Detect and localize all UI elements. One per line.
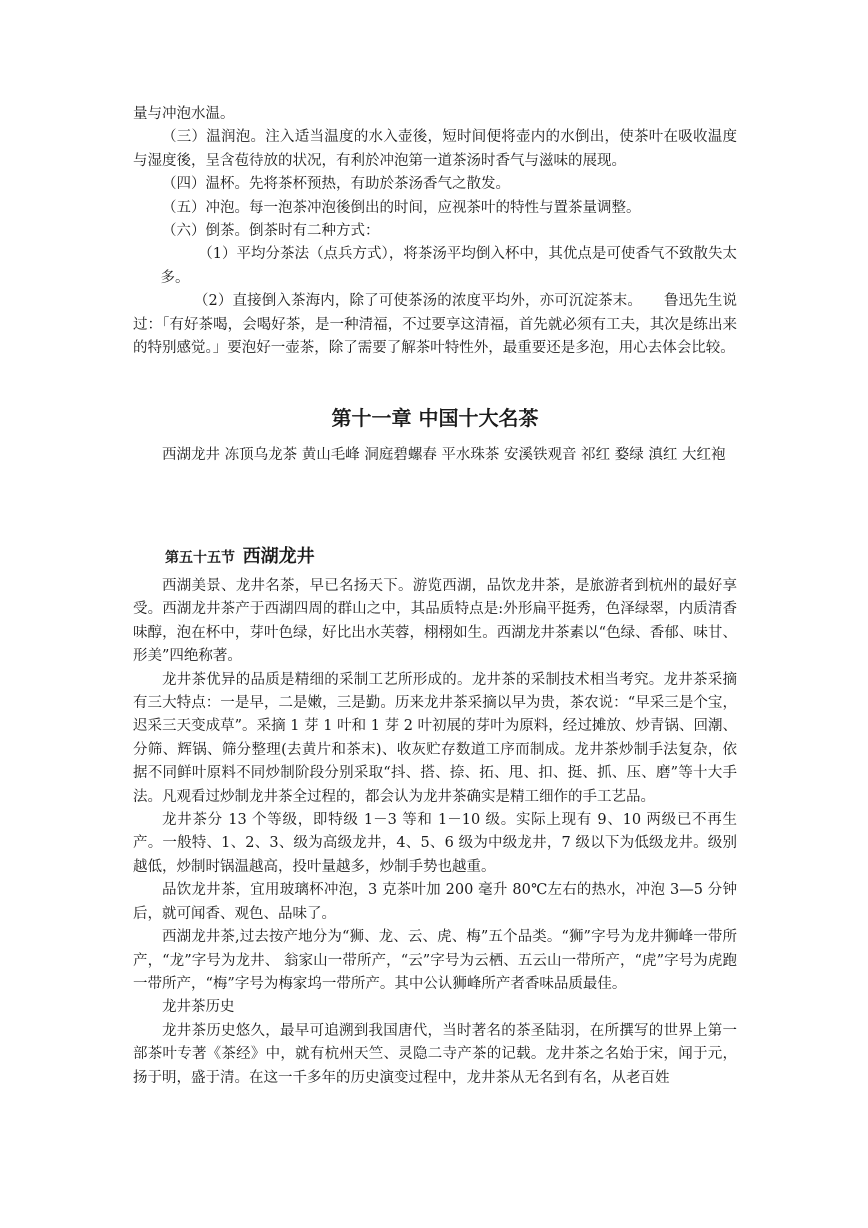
paragraph-step-3: （三）温润泡。注入适当温度的水入壶後，短时间便将壶内的水倒出，使茶叶在吸收温度与湿度後，呈含苞待放的状况，有利於冲泡第一道茶汤时香气与滋味的展现。 (133, 129, 737, 169)
section-number: 第五十五节 (165, 550, 235, 566)
paragraph-history: 龙井茶历史悠久，最早可追溯到我国唐代，当时著名的茶圣陆羽，在所撰写的世界上第一部茶叶专著《茶经》中，就有杭州天竺、灵隐二寺产茶的记载。龙井茶之名始于宋，闻于元，扬于明，盛于清。在这一千多年的历史演变过程中，龙井茶从无名到有名，从老百姓 (133, 1022, 737, 1086)
paragraph-grades: 龙井茶分 13 个等级，即特级 1－3 等和 1－10 级。实际上现有 9、10 两级已不再生产。一般特、1、2、3、级为高级龙井，4、5、6 级为中级龙井，7 级以下为低级龙井。级别越低，炒制时锅温越高，投叶量越多，炒制手势也越重。 (133, 812, 737, 875)
paragraph-pour-method-1: （1）平均分茶法（点兵方式），将茶汤平均倒入杯中，其优点是可使香气不致散失太多。 (160, 246, 737, 286)
section-body (133, 575, 737, 1090)
chapter-title: 第十一章 中国十大名茶 (331, 406, 539, 430)
famous-tea-list: 西湖龙井 冻顶乌龙茶 黄山毛峰 洞庭碧螺春 平水珠茶 安溪铁观音 祁红 婺绿 滇红 大红袍 (162, 447, 726, 463)
paragraph-step-6: （六）倒茶。倒茶时有二种方式： (162, 223, 380, 240)
paragraph-varieties: 西湖龙井茶,过去按产地分为“狮、龙、云、虎、梅”五个品类。“狮”字号为龙井狮峰一带所产，“龙”字号为龙井、 翁家山一带所产，“云”字号为云栖、五云山一带所产，“虎”字号为虎跑一带所产，“梅”字号为梅家坞一带所产。其中公认狮峰所产者香味品质最佳。 (133, 929, 737, 992)
paragraph-step-5: （五）冲泡。每一泡茶冲泡後倒出的时间，应视茶叶的特性与置茶量调整。 (162, 199, 641, 216)
paragraph-processing: 龙井茶优异的品质是精细的采制工艺所形成的。龙井茶的采制技术相当考究。龙井茶采摘有三大特点：一是早，二是嫩，三是勤。历来龙井茶采摘以早为贵，茶农说：“早采三是个宝，迟采三天变成草”。采摘 1 芽 1 叶和 1 芽 2 叶初展的芽叶为原料，经过摊放、炒青锅、回潮、分筛、辉锅、筛分整理(去黄片和茶末)、收灰贮存数道工序而制成。龙井茶炒制手法复杂，依据不同鲜叶原料不同炒制阶段分别采取“抖、搭、捺、拓、甩、扣、挺、抓、压、磨”等十大手法。凡观看过炒制龙井茶全过程的，都会认为龙井茶确实是精工细作的手工艺品。 (133, 671, 737, 805)
tea-list-block (133, 444, 737, 467)
paragraph-step-4: （四）温杯。先将茶杯预热，有助於茶汤香气之散发。 (162, 176, 510, 193)
paragraph-brewing: 品饮龙井茶，宜用玻璃杯冲泡，3 克茶叶加 200 毫升 80℃左右的热水，冲泡 3—5 分钟后，就可闻香、观色、品味了。 (133, 882, 737, 922)
section-title (165, 543, 315, 571)
paragraph-intro: 西湖美景、龙井名茶，早已名扬天下。游览西湖，品饮龙井茶，是旅游者到杭州的最好享受。西湖龙井茶产于西湖四周的群山之中，其品质特点是:外形扁平挺秀，色泽绿翠，内质清香味醇，泡在杯中，芽叶色绿，好比出水芙蓉，栩栩如生。西湖龙井茶素以“色绿、香郁、味甘、形美”四绝称著。 (133, 578, 737, 665)
section-name: 西湖龙井 (242, 546, 315, 567)
paragraph-continuation: 量与冲泡水温。 (133, 106, 235, 122)
paragraph-pour-method-2: （2）直接倒入茶海内，除了可使茶汤的浓度平均外，亦可沉淀茶末。 鲁迅先生说过：「有好茶喝，会喝好茶，是一种清福，不过要享这清福，首先就必须有工夫，其次是练出来的特别感觉。」要泡好一壶茶，除了需要了解茶叶特性外，最重要还是多泡，用心去体会比较。 (133, 293, 737, 357)
subheading-history: 龙井茶历史 (162, 999, 235, 1016)
brewing-steps-block (133, 103, 737, 360)
